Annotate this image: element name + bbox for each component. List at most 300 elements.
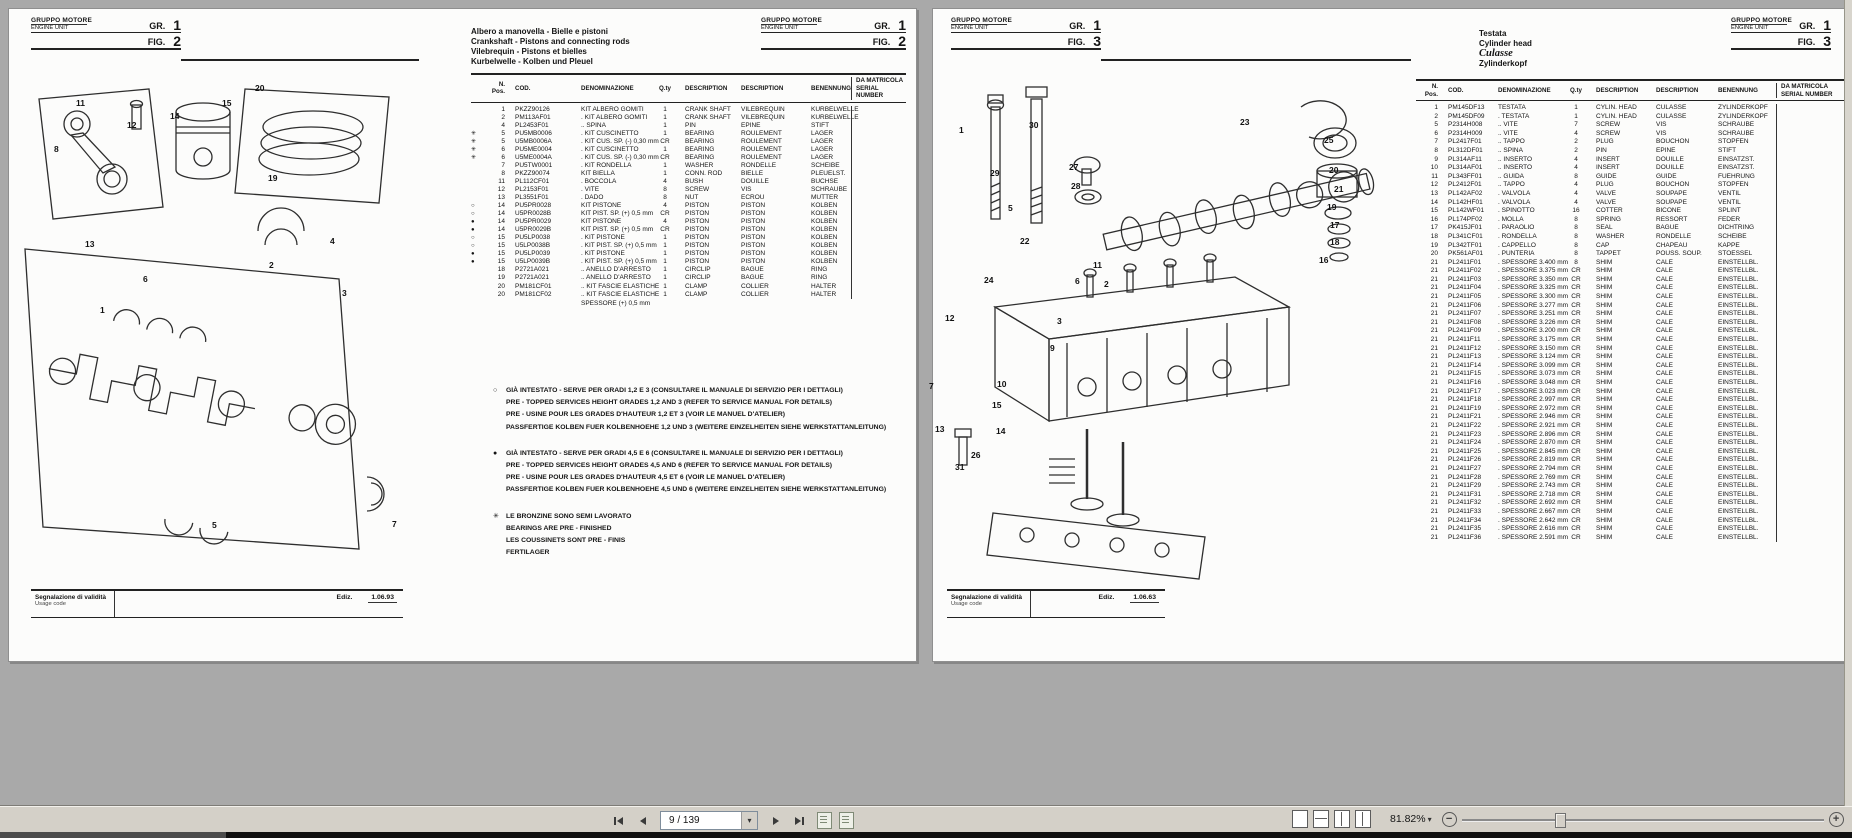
cell-en: SHIM <box>1596 421 1613 429</box>
cell-denom: . VALVOLA <box>1498 198 1531 206</box>
cell-fr: PISTON <box>741 210 766 218</box>
cell-cod: PL343FF01 <box>1448 172 1482 180</box>
cell-pos: 21 <box>1430 396 1438 404</box>
cell-pos: 2 <box>1434 112 1438 120</box>
cell-cod: U5ME0004A <box>515 153 552 161</box>
cell-cod: PM181CF01 <box>515 282 552 290</box>
col-cod: COD. <box>515 84 531 92</box>
cell-fr: CHAPEAU <box>1656 241 1688 249</box>
cell-en: SHIM <box>1596 310 1613 318</box>
diagram-callout: 10 <box>997 379 1007 389</box>
cell-serial <box>851 114 906 122</box>
cell-cod: PL2411F34 <box>1448 516 1482 524</box>
cell-qty: 4 <box>1574 189 1578 197</box>
cell-serial <box>1776 284 1846 293</box>
cell-pos: 21 <box>1430 336 1438 344</box>
cell-serial <box>851 154 906 162</box>
cell-cod: PK561AF01 <box>1448 250 1484 258</box>
cell-en: SCREW <box>685 185 710 193</box>
cell-denom: . SPESSORE 2.642 mm <box>1498 516 1569 524</box>
diagram-callout: 27 <box>1069 162 1079 172</box>
cell-serial <box>851 250 906 258</box>
diagram-callout: 13 <box>935 424 945 434</box>
cell-de: KOLBEN <box>811 250 838 258</box>
cell-pos: 13 <box>497 194 505 202</box>
cell-cod: PL2411F23 <box>1448 430 1482 438</box>
cell-de: VENTIL <box>1718 189 1741 197</box>
cell-serial <box>1776 181 1846 190</box>
cell-fr: ECROU <box>741 194 765 202</box>
cell-pos: 8 <box>1434 146 1438 154</box>
cell-en: WASHER <box>1596 232 1625 240</box>
page-number-combobox[interactable] <box>660 811 758 830</box>
cell-denom: .. SPINA <box>581 121 606 129</box>
cell-de: EINSTELLBL. <box>1718 490 1759 498</box>
cell-pos: 21 <box>1430 387 1438 395</box>
cell-de: KAPPE <box>1718 241 1740 249</box>
diagram-callout: 31 <box>955 462 965 472</box>
cell-qty: 1 <box>663 145 667 153</box>
table-row <box>1416 259 1846 268</box>
note-line: PRE - TOPPED SERVICES HEIGHT GRADES 4,5 AND 6 (REFER TO SERVICE MANUAL FOR DETAILS) <box>506 462 833 470</box>
cell-fr: CALE <box>1656 267 1673 275</box>
cell-denom: .. ANELLO D'ARRESTO <box>581 266 651 274</box>
cell-qty: CR <box>1571 267 1581 275</box>
cell-cod: PL2411F22 <box>1448 421 1482 429</box>
cell-serial <box>1776 396 1846 405</box>
continuous-layout-icon[interactable] <box>1313 810 1329 828</box>
diagram-callout: 6 <box>143 274 148 284</box>
cell-fr: PISTON <box>741 250 766 258</box>
diagram-callout: 19 <box>1327 202 1337 212</box>
cell-pos: 21 <box>1430 353 1438 361</box>
diagram-callout: 7 <box>929 381 934 391</box>
cell-en: CAP <box>1596 241 1610 249</box>
diagram-callout: 24 <box>984 275 994 285</box>
cell-denom: . SPINOTTO <box>1498 207 1535 215</box>
cell-fr: RONDELLE <box>1656 232 1692 240</box>
cell-fr: BOUCHON <box>1656 181 1690 189</box>
cell-fr: CALE <box>1656 344 1673 352</box>
diagram-callout: 15 <box>992 400 1002 410</box>
table-row <box>1416 319 1846 328</box>
cell-en: INSERT <box>1596 155 1620 163</box>
cell-qty: CR <box>1571 379 1581 386</box>
unit-label-it: GRUPPO MOTORE <box>1731 17 1792 24</box>
cell-qty: 4 <box>663 202 667 210</box>
cell-qty: CR <box>1571 421 1581 429</box>
combo-dropdown-icon[interactable]: ▾ <box>741 812 757 829</box>
cell-denom: . KIT CUSCINETTO <box>581 145 639 153</box>
cell-qty: CR <box>1571 430 1581 438</box>
cell-serial <box>851 274 906 282</box>
cell-fr: COLLIER <box>741 290 769 298</box>
first-page-button[interactable] <box>608 810 629 831</box>
diagram-callout: 4 <box>330 236 335 246</box>
diagram-callout: 14 <box>170 111 180 121</box>
cell-serial <box>851 210 906 218</box>
cell-de: LAGER <box>811 153 834 161</box>
zoom-slider-handle[interactable] <box>1555 813 1566 828</box>
cell-de: EINSATZST. <box>1718 155 1755 163</box>
cell-pos: 21 <box>1430 310 1438 318</box>
title-line-en: Crankshaft - Pistons and connecting rods <box>471 37 630 46</box>
cell-fr: CALE <box>1656 284 1673 292</box>
gr-value: 1 <box>1093 17 1101 33</box>
cell-de: SCHRAUBE <box>1718 129 1755 137</box>
cell-marker <box>471 178 483 186</box>
previous-page-button[interactable] <box>632 810 653 831</box>
cell-pos: 18 <box>497 266 505 274</box>
col-denominazione: DENOMINAZIONE <box>581 84 634 92</box>
cell-cod: PL142HF01 <box>1448 198 1483 206</box>
cell-denom: . SPESSORE 3.300 mm <box>1498 293 1569 301</box>
cell-pos: 13 <box>1430 189 1438 197</box>
fig-label: FIG. <box>147 37 166 47</box>
cell-denom: . SPESSORE 2.591 mm <box>1498 533 1569 541</box>
cell-denom: KIT PIST. SP. (+) 0,5 mm <box>581 210 654 218</box>
cell-qty: CR <box>1571 464 1581 472</box>
cell-fr: CALE <box>1656 327 1673 335</box>
cell-de: EINSTELLBL. <box>1718 301 1759 309</box>
next-page-button[interactable] <box>765 810 786 831</box>
col-description-en: DESCRIPTION <box>1596 86 1639 94</box>
cell-en: SHIM <box>1596 301 1613 309</box>
cell-de: EINSTELLBL. <box>1718 482 1759 490</box>
cell-denom: .. INSERTO <box>1498 164 1533 172</box>
cell-cod: PL314AF11 <box>1448 155 1482 163</box>
cell-qty: 8 <box>663 185 667 193</box>
cell-denom: . SPESSORE 3.175 mm <box>1498 336 1569 344</box>
table-row <box>1416 508 1846 517</box>
cell-qty: CR <box>1571 456 1581 464</box>
table-row <box>1416 216 1846 225</box>
table-row <box>1416 379 1846 388</box>
cell-cod: PL2153F01 <box>515 185 549 193</box>
cell-pos: 21 <box>1430 525 1438 533</box>
diagram-callout: 3 <box>342 288 347 298</box>
cell-pos: 21 <box>1430 344 1438 352</box>
cell-fr: CALE <box>1656 353 1673 361</box>
table-row <box>471 258 906 266</box>
cell-en: SHIM <box>1596 533 1613 541</box>
vertical-scrollbar[interactable] <box>1844 0 1852 806</box>
cell-de: EINSTELLBL. <box>1718 353 1759 361</box>
cell-serial <box>851 186 906 194</box>
zoom-level-value[interactable]: 81.82% <box>1390 813 1426 825</box>
usage-code-label: Segnalazione di validità Usage code <box>31 591 115 617</box>
cell-pos: 14 <box>1430 198 1438 206</box>
fig-label: FIG. <box>872 37 891 47</box>
cell-de: FUEHRUNG <box>1718 172 1755 180</box>
cell-de: RING <box>811 274 828 282</box>
cell-pos: 21 <box>1430 464 1438 472</box>
cell-serial <box>1776 267 1846 276</box>
cell-serial <box>851 106 906 114</box>
cell-serial <box>851 266 906 274</box>
cell-de: STIFT <box>811 121 830 129</box>
cell-pos: 21 <box>1430 507 1438 515</box>
facing-continuous-layout-icon[interactable] <box>1355 810 1371 828</box>
fig-value: 3 <box>1093 33 1101 49</box>
cell-pos: 21 <box>1430 370 1438 378</box>
cell-qty: 4 <box>1574 129 1578 137</box>
cell-de: EINSTELLBL. <box>1718 430 1759 438</box>
cell-pos: 6 <box>501 145 505 153</box>
cell-qty: 1 <box>1574 112 1578 120</box>
cell-fr: CALE <box>1656 439 1673 447</box>
cell-denom: . SPESSORE 2.819 mm <box>1498 456 1569 464</box>
cell-pos: 21 <box>1430 499 1438 507</box>
cell-fr: RONDELLE <box>741 161 777 169</box>
table-row <box>471 194 906 202</box>
cell-fr: CALE <box>1656 482 1673 490</box>
cell-en: SHIM <box>1596 464 1613 472</box>
cell-pos: 21 <box>1430 473 1438 481</box>
cell-de: EINSTELLBL. <box>1718 318 1759 326</box>
cell-cod: PL142AF02 <box>1448 189 1483 197</box>
cell-denom: .. VITE <box>1498 121 1518 129</box>
cell-en: SHIM <box>1596 387 1613 395</box>
cell-en: SHIM <box>1596 473 1613 481</box>
note-line: BEARINGS ARE PRE - FINISHED <box>506 524 612 532</box>
cell-denom: . SPESSORE 3.124 mm <box>1498 353 1569 361</box>
cell-serial <box>851 226 906 234</box>
cell-qty: 4 <box>1574 164 1578 172</box>
table-row <box>471 266 906 274</box>
cell-pos: 12 <box>497 185 505 193</box>
diagram-callout: 8 <box>54 144 59 154</box>
col-description-en: DESCRIPTION <box>685 84 728 92</box>
cell-serial <box>851 194 906 202</box>
cell-serial <box>1776 190 1846 199</box>
zoom-slider-track[interactable] <box>1462 819 1824 822</box>
cell-fr: VIS <box>1656 129 1667 137</box>
diagram-callout: 13 <box>85 239 95 249</box>
cell-de: EINSTELLBL. <box>1718 361 1759 369</box>
cell-cod: PKZZ90126 <box>515 105 550 113</box>
cell-denom: KIT PISTONE <box>581 202 622 210</box>
table-row <box>1416 276 1846 285</box>
table-row <box>1416 474 1846 483</box>
cell-de: EINSTELLBL. <box>1718 275 1759 283</box>
cell-serial <box>851 234 906 242</box>
cell-denom: . DADO <box>581 194 604 202</box>
parts-table-fig2 <box>471 73 906 308</box>
cell-qty: CR <box>1571 275 1581 283</box>
cell-serial <box>1776 534 1846 543</box>
diagram-callout: 5 <box>212 520 217 530</box>
cell-de: KOLBEN <box>811 258 838 266</box>
table-row <box>1416 465 1846 474</box>
cell-denom: . KIT ALBERO GOMITI <box>581 113 648 121</box>
cell-en: SHIM <box>1596 430 1613 438</box>
note-line: GIÀ INTESTATO - SERVE PER GRADI 4,5 E 6 (CONSULTARE IL MANUALE DI SERVIZIO PER I DETTAGLI) <box>506 449 843 457</box>
cell-fr: ROULEMENT <box>741 153 782 161</box>
cell-de: RING <box>811 266 828 274</box>
table-header <box>471 73 906 103</box>
cell-marker <box>471 186 483 194</box>
cell-denom: . SPESSORE 3.325 mm <box>1498 284 1569 292</box>
cell-de: SCHRAUBE <box>811 185 848 193</box>
cell-fr: CALE <box>1656 336 1673 344</box>
table-row <box>1416 413 1846 422</box>
diagram-callout: 9 <box>1050 343 1055 353</box>
page-arrow-icon-2[interactable] <box>839 812 854 829</box>
col-cod: COD. <box>1448 86 1464 94</box>
cell-pos: 14 <box>497 218 505 226</box>
cell-fr: EPINE <box>1656 146 1676 154</box>
cell-qty: CR <box>1571 490 1581 498</box>
cell-fr: CALE <box>1656 421 1673 429</box>
note-marker-icon: ✳ <box>493 512 499 520</box>
cell-pos: 21 <box>1430 404 1438 412</box>
cell-fr: CALE <box>1656 275 1673 283</box>
cell-denom: . KIT PISTONE <box>581 250 625 258</box>
table-row <box>1416 104 1846 113</box>
cell-fr: CALE <box>1656 404 1673 412</box>
table-row <box>471 146 906 154</box>
cell-serial <box>1776 525 1846 534</box>
cell-fr: SOUPAPE <box>1656 198 1687 206</box>
cell-serial <box>1776 388 1846 397</box>
facing-pages-layout-icon[interactable] <box>1334 810 1350 828</box>
table-row <box>1416 353 1846 362</box>
cell-marker <box>471 283 483 291</box>
cell-pos: 9 <box>1434 155 1438 163</box>
cell-de: EINSTELLBL. <box>1718 507 1759 515</box>
table-row <box>1416 336 1846 345</box>
cell-fr: DOUILLE <box>1656 155 1684 163</box>
diagram-callout: 3 <box>1057 316 1062 326</box>
table-continuation-line: SPESSORE (+) 0,5 mm <box>581 299 651 307</box>
cell-de: LAGER <box>811 129 834 137</box>
usage-code-label: Segnalazione di validità Usage code <box>947 591 1031 617</box>
cell-en: SHIM <box>1596 507 1613 515</box>
cell-en: GUIDE <box>1596 172 1617 180</box>
cell-de: EINSTELLBL. <box>1718 439 1759 447</box>
table-row <box>1416 388 1846 397</box>
cell-cod: PL312DF01 <box>1448 146 1483 154</box>
cell-serial <box>1776 259 1846 268</box>
cell-serial <box>1776 508 1846 517</box>
page-number-value[interactable]: 9 / 139 <box>669 815 700 826</box>
cell-fr: VILEBREQUIN <box>741 105 785 113</box>
cell-de: EINSTELLBL. <box>1718 344 1759 352</box>
table-header <box>1416 79 1846 101</box>
cell-serial <box>1776 327 1846 336</box>
table-row <box>1416 147 1846 156</box>
table-row <box>471 130 906 138</box>
zoom-dropdown-icon[interactable]: ▾ <box>1427 814 1432 824</box>
first-page-icon <box>614 817 616 825</box>
footnotes <box>493 385 886 573</box>
cell-de: EINSTELLBL. <box>1718 267 1759 275</box>
cell-denom: . CAPPELLO <box>1498 241 1536 249</box>
cell-pos: 21 <box>1430 361 1438 369</box>
cell-pos: 21 <box>1430 318 1438 326</box>
cell-en: COTTER <box>1596 207 1623 215</box>
cell-serial <box>851 202 906 210</box>
table-row <box>471 283 906 291</box>
cell-serial <box>1776 216 1846 225</box>
cell-de: EINSTELLBL. <box>1718 396 1759 404</box>
cell-serial <box>851 258 906 266</box>
table-row <box>1416 405 1846 414</box>
diagram-callout: 16 <box>1319 255 1329 265</box>
cell-de: STOESSEL <box>1718 250 1753 258</box>
cell-qty: 1 <box>663 242 667 250</box>
cell-de: EINSTELLBL. <box>1718 464 1759 472</box>
cell-marker: ○ <box>471 211 475 218</box>
cell-fr: PISTON <box>741 226 766 234</box>
cell-pos: 21 <box>1430 258 1438 266</box>
cell-cod: PL2411F03 <box>1448 275 1482 283</box>
cell-marker <box>471 170 483 178</box>
zoom-in-button[interactable]: + <box>1829 812 1844 827</box>
cell-pos: 21 <box>1430 439 1438 447</box>
title-line-de: Kurbelwelle - Kolben und Pleuel <box>471 57 593 66</box>
zoom-slider[interactable] <box>1462 812 1824 827</box>
cell-serial <box>1776 474 1846 483</box>
cell-en: SHIM <box>1596 404 1613 412</box>
diagram-callout: 30 <box>1029 120 1039 130</box>
cell-qty: CR <box>1571 499 1581 507</box>
catalog-page-fig3 <box>932 8 1847 662</box>
table-row <box>471 138 906 146</box>
zoom-out-button[interactable]: − <box>1442 812 1457 827</box>
cell-denom: . SPESSORE 3.099 mm <box>1498 361 1569 369</box>
cell-qty: 1 <box>663 258 667 266</box>
table-row <box>471 170 906 178</box>
cell-fr: BOUCHON <box>1656 138 1690 146</box>
cell-cod: PL2412F01 <box>1448 181 1482 189</box>
cell-pos: 14 <box>497 226 505 234</box>
table-row <box>1416 534 1846 543</box>
fig-value: 2 <box>898 33 906 49</box>
gr-label: GR. <box>1799 21 1816 31</box>
cell-de: EINSTELLBL. <box>1718 447 1759 455</box>
cell-qty: 1 <box>1574 104 1578 111</box>
cell-cod: PL2411F09 <box>1448 327 1482 335</box>
cell-cod: PL2411F17 <box>1448 387 1482 395</box>
last-page-button[interactable] <box>789 810 810 831</box>
page-arrow-icon-1[interactable] <box>817 812 832 829</box>
cell-cod: PU5ME0004 <box>515 145 552 153</box>
cell-de: LAGER <box>811 137 834 145</box>
single-page-layout-icon[interactable] <box>1292 810 1308 828</box>
cell-fr: POUSS. SOUP. <box>1656 250 1702 258</box>
cell-de: DICHTRING <box>1718 224 1755 232</box>
note-line: GIÀ INTESTATO - SERVE PER GRADI 1,2 E 3 (CONSULTARE IL MANUALE DI SERVIZIO PER I DETTAGLI) <box>506 387 843 394</box>
diagram-callout: 12 <box>127 120 137 130</box>
cell-de: EINSTELLBL. <box>1718 413 1759 421</box>
cell-qty: 8 <box>1574 258 1578 266</box>
table-row <box>1416 422 1846 431</box>
table-row <box>1416 482 1846 491</box>
title-line-it: Albero a manovella - Bielle e pistoni <box>471 27 608 36</box>
viewer-toolbar <box>0 806 1852 833</box>
cell-denom: . SPESSORE 2.743 mm <box>1498 482 1569 490</box>
cell-qty: 1 <box>663 266 667 274</box>
note-text <box>506 385 886 434</box>
cell-qty: 1 <box>663 282 667 290</box>
cell-en: SHIM <box>1596 344 1613 352</box>
cell-qty: CR <box>1571 533 1581 541</box>
cell-qty: 7 <box>1574 121 1578 129</box>
cell-de: KURBELWELLE <box>811 113 859 121</box>
cell-cod: PU5LP0039 <box>515 250 551 258</box>
